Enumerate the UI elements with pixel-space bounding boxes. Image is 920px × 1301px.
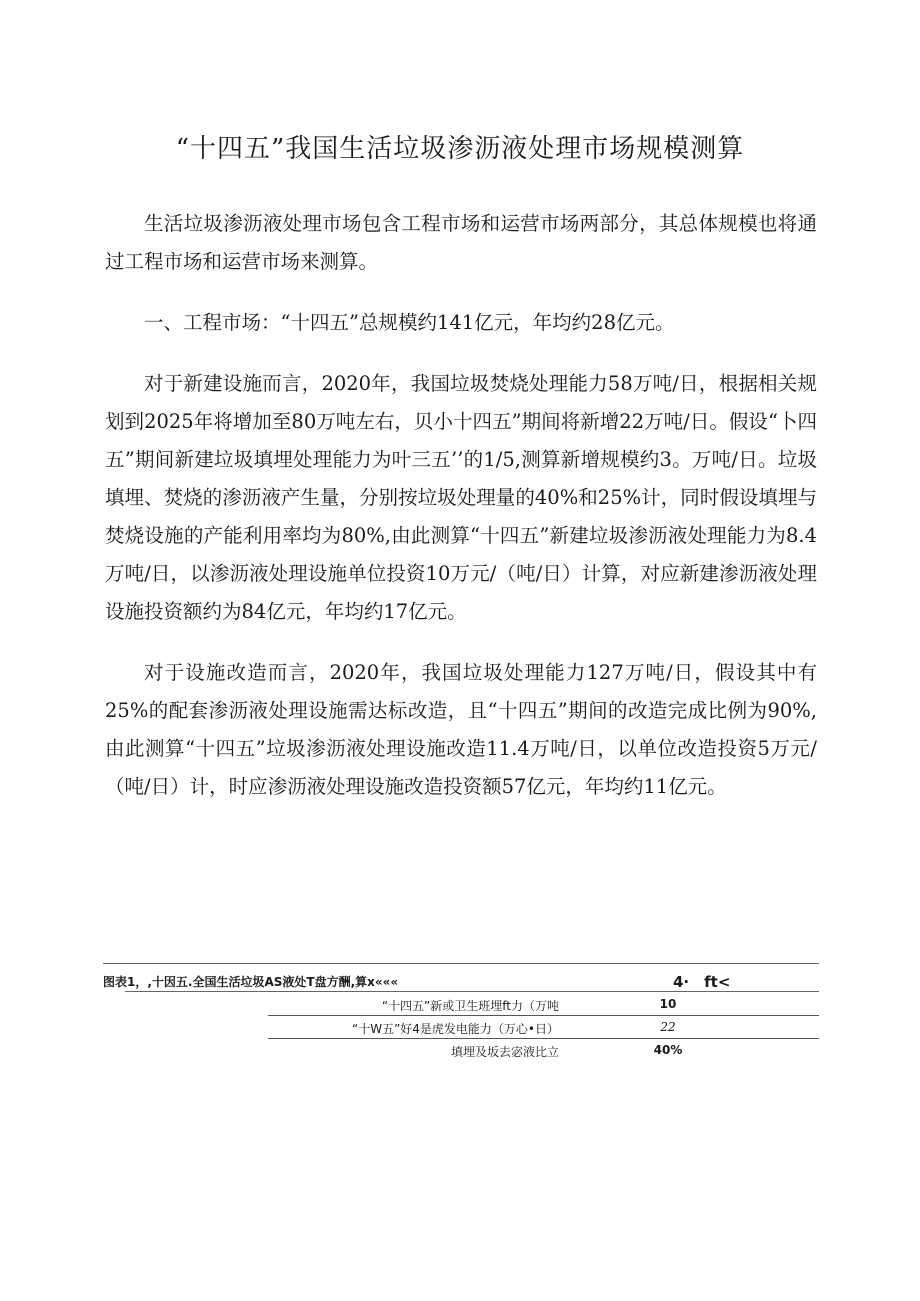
row-label: “十W五”好4是虎发电能力（万心•日）: [351, 1022, 559, 1036]
table-row: [268, 993, 819, 1016]
paragraph: 一、工程市场：“十四五”总规模约141亿元，年均约28亿元。: [144, 311, 675, 334]
body-text: [105, 205, 817, 829]
row-label: “十四五”新或卫生班埋ft力（万吨: [381, 999, 559, 1013]
row-label: 填埋及坂去宓液比立: [450, 1045, 559, 1059]
row-value: 40%: [653, 1043, 683, 1057]
table-caption: 图表1，,十因五.全国生活垃圾AS液处T盘方酬,算x«««: [103, 975, 399, 989]
paragraph: 生活垃圾渗沥液处理市场包含工程市场和运营市场两部分，其总体规模也将通过工程市场和运营市场来测算。: [105, 212, 817, 273]
table-top-rule: [103, 963, 819, 964]
table-header-value: 4· ft<: [673, 973, 731, 991]
table-row: [268, 1039, 819, 1061]
paragraph: 对于新建设施而言，2020年，我国垃圾焚烧处理能力58万吨/日，根据相关规划到2025年将增加至80万吨左右，贝小十四五”期间将新增22万吨/日。假设“卜四五”期间新建垃圾填埋处理能力为叶三五’’的1/5,测算新增规模约3。万吨/日。垃圾填埋、焚烧的渗沥液产生量，分别按垃圾处理量的40%和25%计，同时假设填埋与焚烧设施的产能利用率均为80%,由此测算“十四五”新建垃圾渗沥液处理能力为8.4万吨/日，以渗沥液处理设施单位投资10万元/（吨/日）计算，对应新建渗沥液处理设施投资额约为84亿元，年均约17亿元。: [105, 372, 817, 623]
table-caption-rule: [125, 991, 819, 992]
row-value: 22: [660, 1020, 676, 1034]
row-value: 10: [659, 997, 677, 1011]
page-title: “十四五”我国生活垃圾渗沥液处理市场规模测算: [175, 134, 745, 164]
table-row: [268, 1016, 819, 1039]
paragraph: 对于设施改造而言，2020年，我国垃圾处理能力127万吨/日，假设其中有25%的配套渗沥液处理设施需达标改造，且“十四五”期间的改造完成比例为90%,由此测算“十四五”垃圾渗沥液处理设施改造11.4万吨/日，以单位改造投资5万元/（吨/日）计，时应渗沥液处理设施改造投资额57亿元，年均约11亿元。: [105, 661, 817, 798]
